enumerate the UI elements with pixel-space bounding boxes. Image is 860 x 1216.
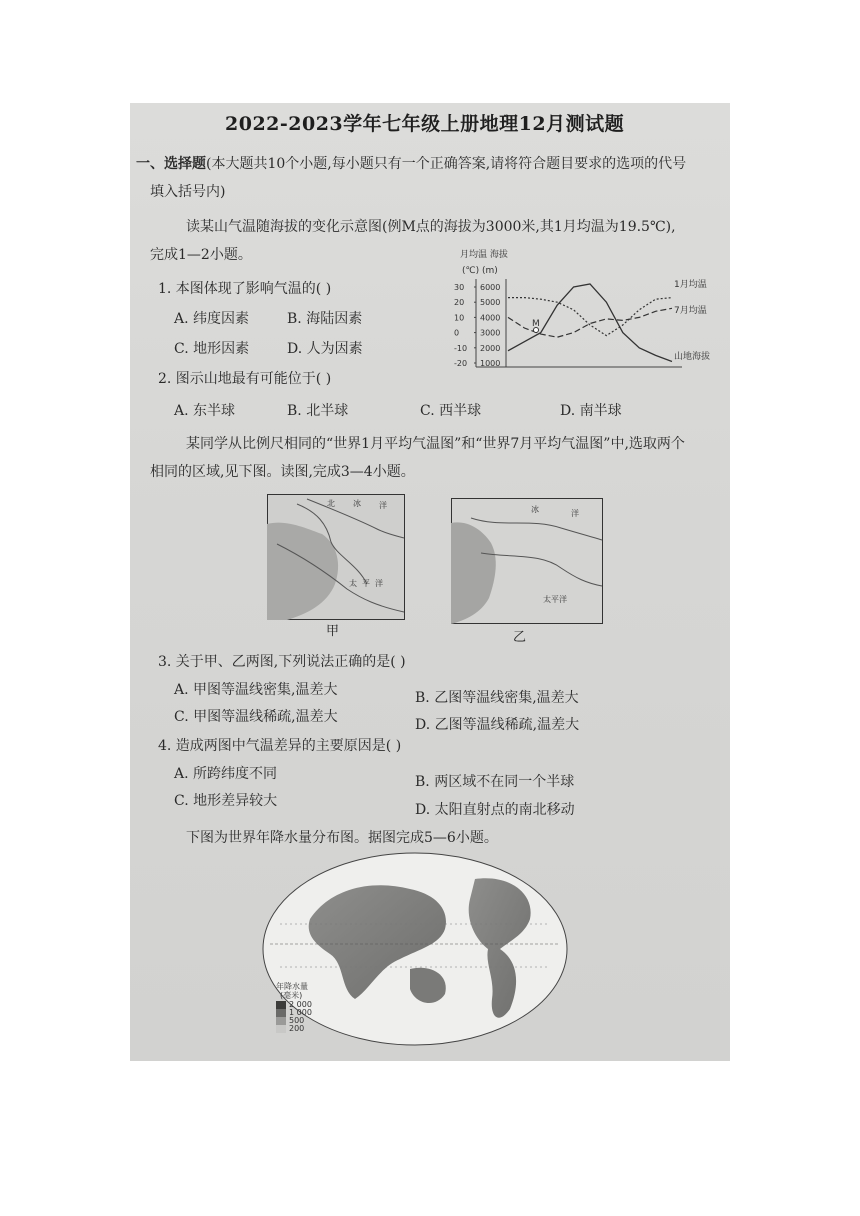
jan-series-line — [508, 298, 672, 336]
alt-tick-label: 1000 — [480, 359, 501, 368]
map-label: 太平洋 — [543, 595, 567, 604]
alt-tick-label: 5000 — [480, 298, 501, 308]
legend-swatch — [276, 1017, 286, 1025]
map-label: 冰 — [531, 505, 539, 514]
legend-jan: 1月均温 — [674, 280, 707, 290]
map-label: 太 — [349, 579, 357, 588]
chart-ylabel: 月均温 海拔 — [460, 250, 508, 260]
temp-tick-label: 10 — [454, 313, 465, 323]
legend-value: 1 000 — [289, 1008, 312, 1017]
point-m-label: M — [532, 319, 540, 329]
intro1-line2: 完成1—2小题。 — [150, 247, 252, 263]
map-yi-caption: 乙 — [513, 630, 527, 645]
intro1-line1: 读某山气温随海拔的变化示意图(例M点的海拔为3000米,其1月均温为19.5℃), — [186, 219, 676, 235]
q1-stem: 1. 本图体现了影响气温的( ) — [158, 281, 332, 297]
q2-option-d: D. 南半球 — [560, 403, 622, 419]
legend-jul: 7月均温 — [674, 306, 707, 316]
legend-alt: 山地海拔 — [674, 352, 711, 362]
q2-option-a: A. 东半球 — [174, 403, 236, 419]
q1-option-a: A. 纬度因素 — [174, 311, 250, 327]
temp-tick-label: 20 — [454, 298, 465, 308]
section-header — [136, 153, 686, 173]
temperature-altitude-chart — [452, 243, 730, 378]
alt-tick-label: 6000 — [480, 283, 501, 292]
q4-option-c: C. 地形差异较大 — [174, 793, 278, 809]
q4-option-d: D. 太阳直射点的南北移动 — [415, 802, 575, 818]
temp-tick-label: 0 — [454, 328, 460, 338]
world-precipitation-map — [260, 849, 570, 1049]
chart-yunits: (℃) (m) — [462, 266, 498, 276]
map-label: 冰 — [353, 499, 361, 508]
map-jia — [267, 494, 405, 620]
temp-tick-label: 30 — [454, 283, 465, 292]
legend-value: 200 — [289, 1024, 305, 1033]
q2-option-c: C. 西半球 — [420, 403, 482, 419]
q1-option-c: C. 地形因素 — [174, 341, 250, 357]
q4-stem: 4. 造成两图中气温差异的主要原因是( ) — [158, 738, 402, 754]
q3-option-d: D. 乙图等温线稀疏,温差大 — [415, 717, 580, 733]
q3-option-b: B. 乙图等温线密集,温差大 — [415, 690, 579, 706]
map-label: 洋 — [375, 579, 383, 588]
q1-option-d: D. 人为因素 — [287, 341, 363, 357]
q1-option-b: B. 海陆因素 — [287, 311, 363, 327]
legend-unit: (毫米) — [280, 991, 303, 1000]
legend-swatch — [276, 1009, 286, 1017]
q4-option-a: A. 所跨纬度不同 — [174, 766, 278, 782]
legend-swatch — [276, 1001, 286, 1009]
legend-value: 2 000 — [289, 1000, 312, 1009]
alt-tick-label: 3000 — [480, 328, 501, 338]
page-title: 2022-2023学年七年级上册地理12月测试题 — [225, 113, 625, 135]
section-heading: 一、选择题 — [136, 156, 206, 172]
alt-tick-label: 4000 — [480, 313, 501, 323]
legend-value: 500 — [289, 1016, 305, 1025]
intro2-line1: 某同学从比例尺相同的“世界1月平均气温图”和“世界7月平均气温图”中,选取两个 — [186, 436, 685, 452]
alt-tick-label: 2000 — [480, 343, 501, 353]
q3-option-a: A. 甲图等温线密集,温差大 — [174, 682, 338, 698]
q3-stem: 3. 关于甲、乙两图,下列说法正确的是( ) — [158, 654, 406, 670]
map-label: 洋 — [379, 501, 387, 510]
legend-swatch — [276, 1025, 286, 1033]
q4-option-b: B. 两区域不在同一个半球 — [415, 774, 575, 790]
map-label: 北 — [327, 499, 335, 508]
intro3: 下图为世界年降水量分布图。据图完成5—6小题。 — [186, 830, 498, 846]
exam-paper — [130, 103, 730, 1061]
q2-stem: 2. 图示山地最有可能位于( ) — [158, 371, 332, 387]
section-instructions-line2: 填入括号内) — [150, 184, 226, 200]
map-jia-caption: 甲 — [326, 624, 340, 639]
map-yi — [451, 498, 603, 624]
q3-option-c: C. 甲图等温线稀疏,温差大 — [174, 709, 338, 725]
legend-title: 年降水量 — [276, 982, 308, 991]
intro2-line2: 相同的区域,见下图。读图,完成3—4小题。 — [150, 464, 415, 480]
map-label: 洋 — [571, 509, 579, 518]
temp-tick-label: -10 — [454, 343, 468, 353]
section-instructions-line1: (本大题共10个小题,每小题只有一个正确答案,请将符合题目要求的选项的代号 — [206, 156, 687, 172]
q2-option-b: B. 北半球 — [287, 403, 349, 419]
temp-tick-label: -20 — [454, 359, 468, 368]
map-label: 平 — [362, 579, 370, 588]
